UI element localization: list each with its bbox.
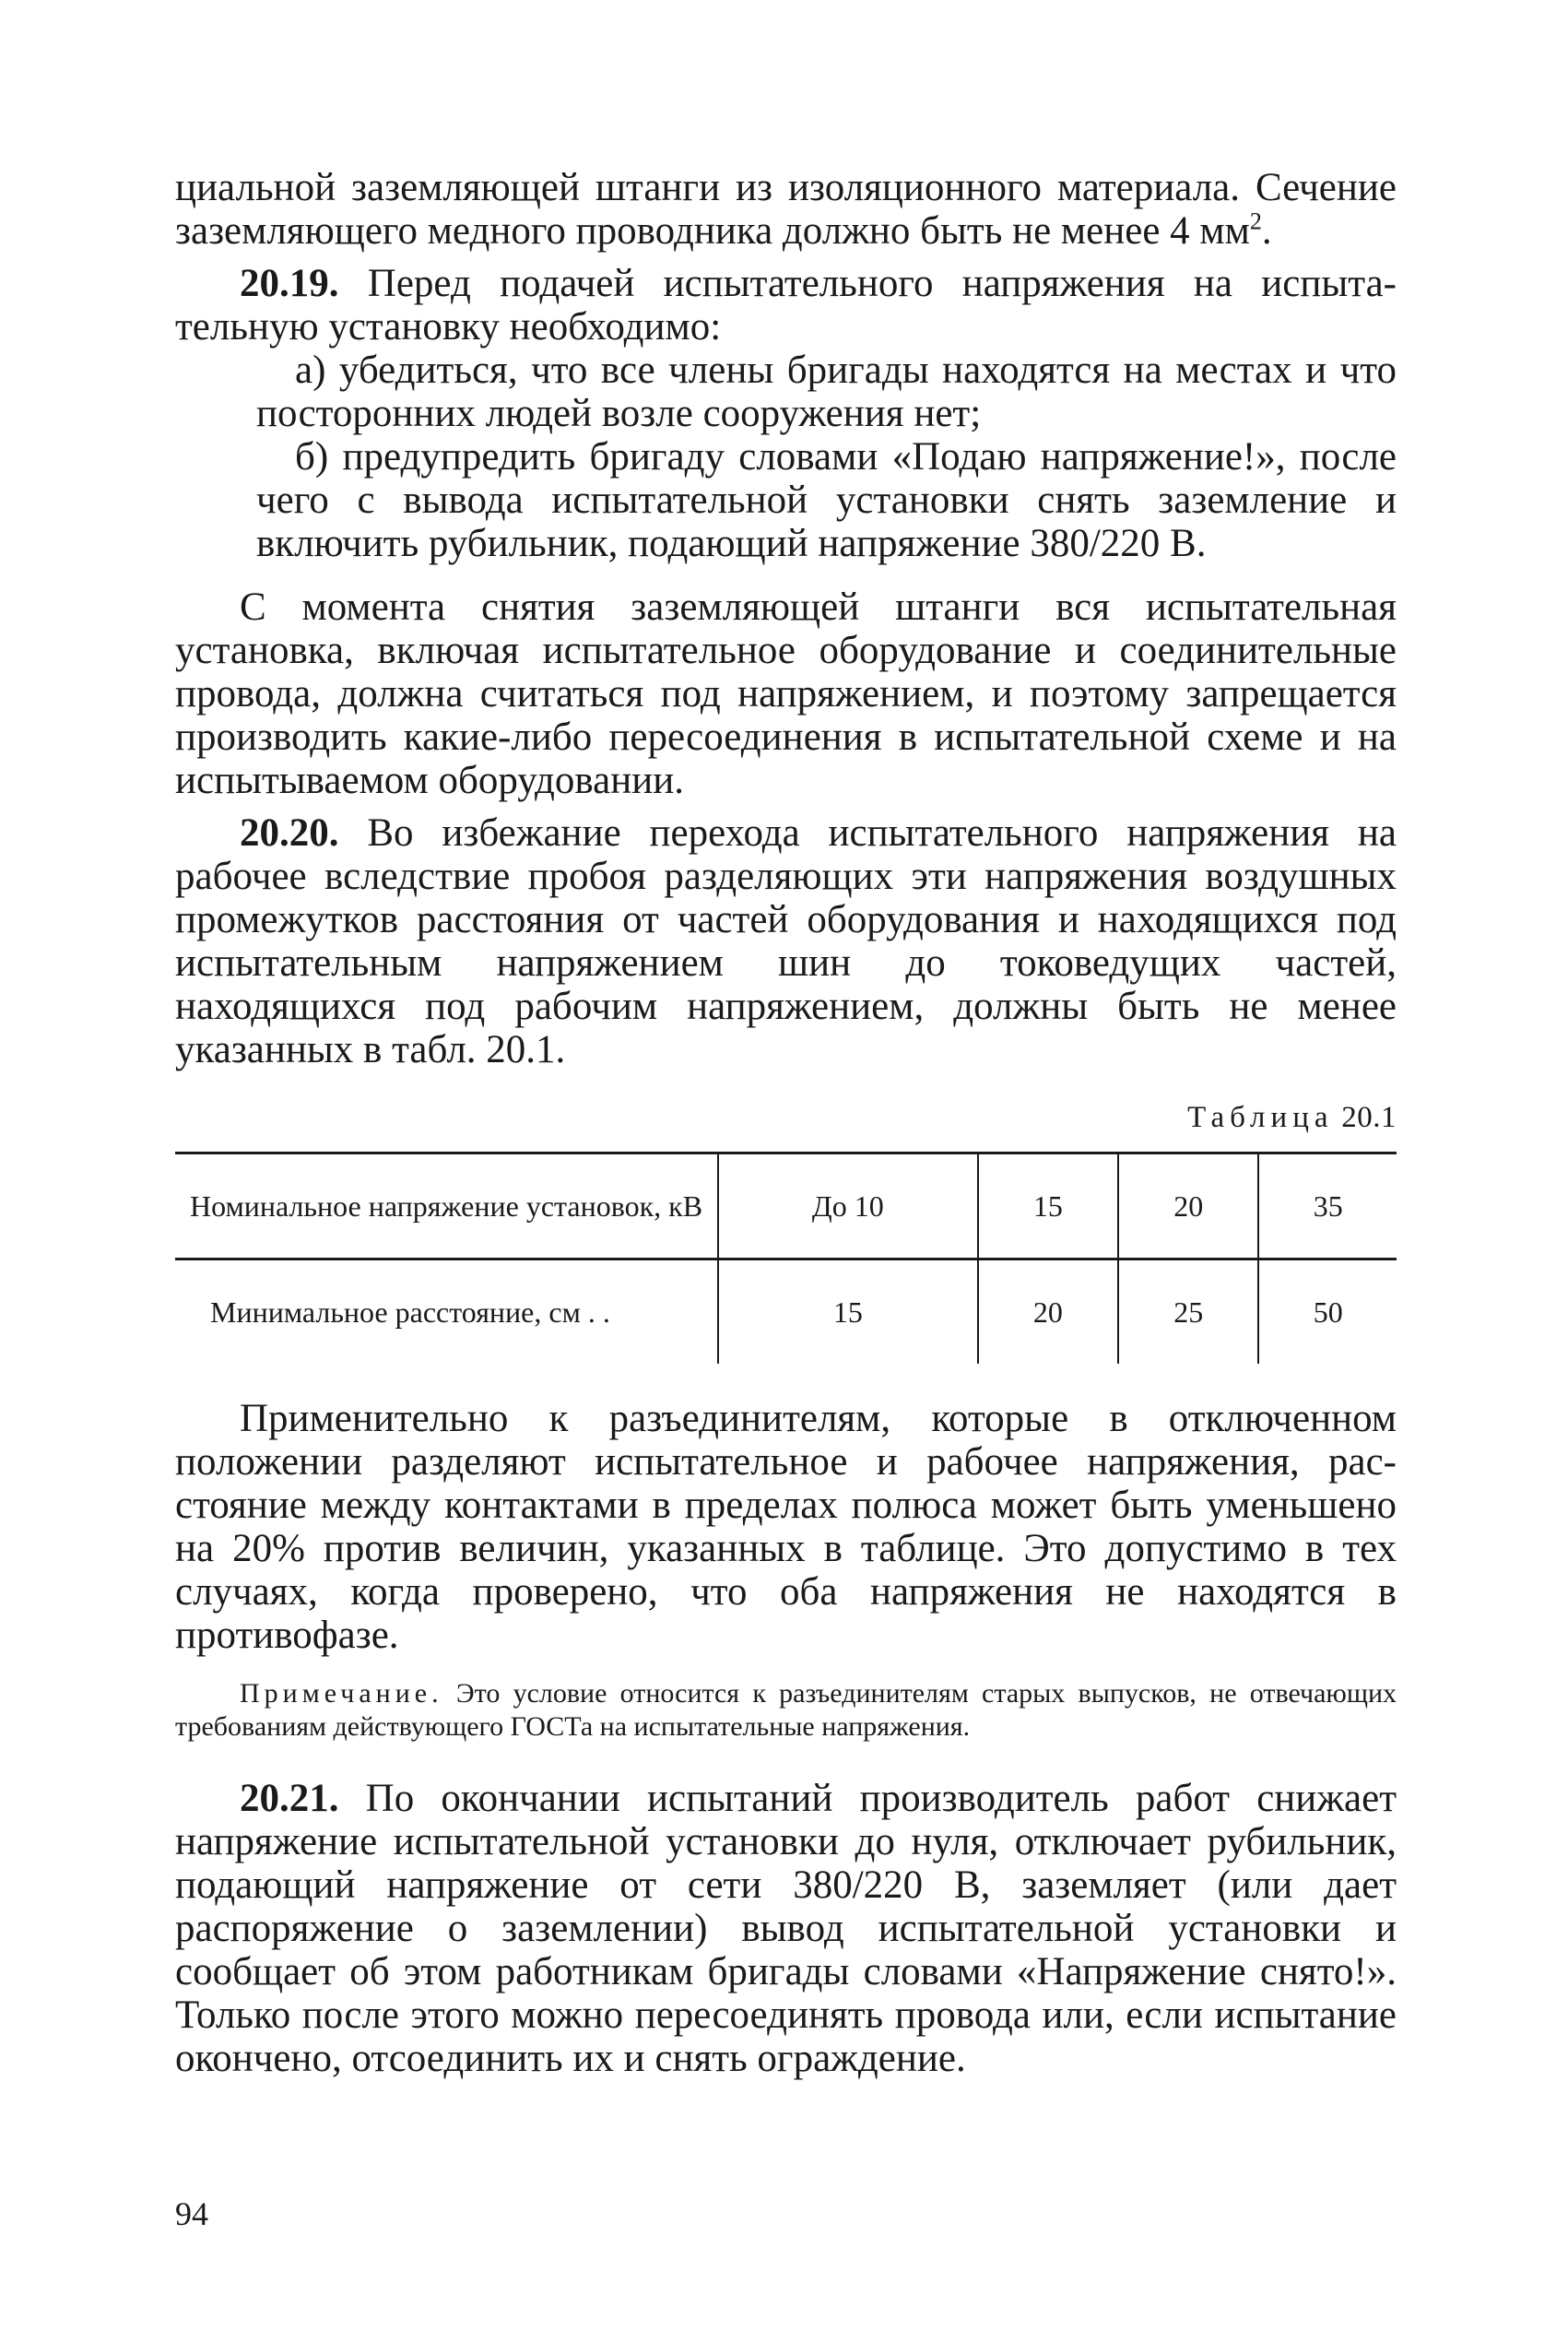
list-item-b: б) предупредить бригаду словами «Подаю напряжение!», после чего с вывода испытательной установки снять заземление и включить рубильник, подающий напряжение 380/220 В. [256, 435, 1397, 565]
table-header-label: Номинальное напряжение установок, кВ [175, 1153, 718, 1260]
superscript: 2 [1249, 207, 1262, 235]
note-label: Примечание. [240, 1678, 443, 1709]
page-number: 94 [175, 2195, 208, 2232]
paragraph-continuation: циальной заземляющей штанги из изоляционного материала. Сечение заземляющего медного проводника должно быть не менее 4 $мм^2$. [175, 166, 1397, 253]
page-content [175, 166, 1397, 2080]
table-header-row [175, 1153, 1397, 1260]
clause-number: 20.21. [240, 1777, 339, 1820]
paragraph-20-21: 20.21. По окончании испытаний производитель работ снижает напряжение испытательной установки до нуля, отключает рубильник, подающий напряжение от сети 380/220 В, заземляет (или дает распоряжение о заземлении) вывод испытательной установки и сообщает об этом работникам бригады словами «Напряжение снято!». Только после этого можно пересоединять провода или, если испытание окончено, отсоединить их и снять ограждение. [175, 1777, 1397, 2080]
table-header-cell: 35 [1258, 1153, 1397, 1260]
distance-table [175, 1152, 1397, 1364]
paragraph-20-20: 20.20. Во избежание перехода испытательного напряжения на рабочее вследствие пробоя разделяющих эти напряжения воздушных промежутков расстояния от частей оборудования и находящихся под испытательным напряжением шин до токоведущих частей, находящихся под рабочим напряжением, должны быть не менее указанных в табл. 20.1. [175, 811, 1397, 1071]
note: Примечание. Это условие относится к разъединителям старых выпусков, не отвечающих требованиям действующего ГОСТа на испытательные напряжения. [175, 1678, 1397, 1742]
paragraph-grounding-removal: С момента снятия заземляющей штанги вся испытательная установка, включая испытательное оборудование и соединительные провода, должна считаться под напряжением, и поэтому запрещается производить какие-либо пересоединения в испытательной схеме и на испытываемом оборудовании. [175, 585, 1397, 802]
table-cell: 25 [1118, 1260, 1258, 1365]
table-row-label: Минимальное расстояние, см . . [210, 1295, 610, 1329]
list-item-a: а) убедиться, что все члены бригады находятся на местах и что посторонних людей возле сооружения нет; [256, 349, 1397, 435]
table-row [175, 1260, 1397, 1365]
table-header-cell: 20 [1118, 1153, 1258, 1260]
paragraph-disconnectors: Применительно к разъединителям, которые в отключенном положении разделяют испытательное и рабочее напряжения, расстояние между контактами в пределах полюса может быть уменьшено на 20% против величин, указанных в таблице. Это допустимо в тех случаях, когда проверено, что оба напряжения не находятся в противофазе. [175, 1397, 1397, 1657]
table-header-cell: 15 [978, 1153, 1118, 1260]
clause-number: 20.20. [240, 811, 339, 855]
table-cell: 50 [1258, 1260, 1397, 1365]
table-caption: Таблица 20.1 [1187, 1101, 1397, 1134]
clause-number: 20.19. [240, 262, 339, 305]
table-header-cell: До 10 [718, 1153, 978, 1260]
table-cell: 15 [718, 1260, 978, 1365]
paragraph-20-19: 20.19. Перед подачей испытательного напряжения на испытательную установку необходимо: [175, 262, 1397, 349]
table-cell: 20 [978, 1260, 1118, 1365]
